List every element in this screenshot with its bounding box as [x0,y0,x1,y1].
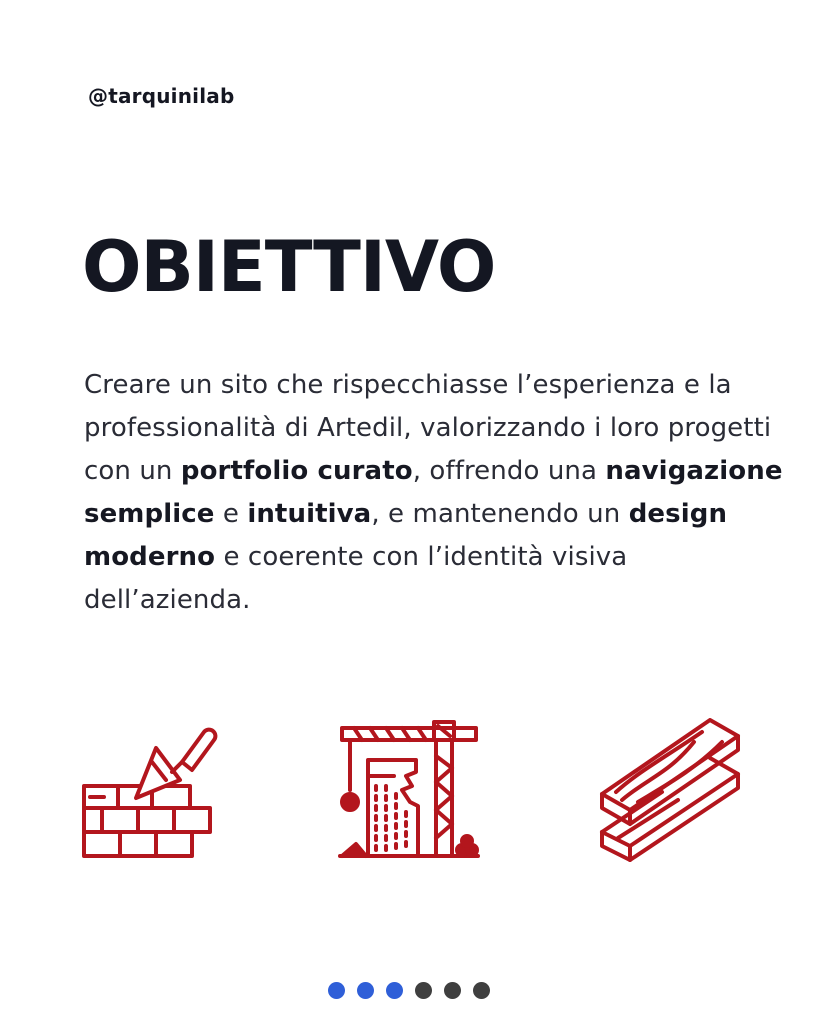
slide-body [84,364,784,622]
body-text-2: , offrendo una [412,456,606,486]
body-text-4: , e mantenendo un [371,499,629,529]
pagination-dot-active[interactable] [386,982,403,999]
body-text-1: Creare un sito che rispecchiasse l’esperienza e la professionalità di Artedil, valorizzando i loro progetti con un [84,370,772,486]
construction-crane-icon [338,720,480,862]
body-bold-design: design moderno [84,499,728,572]
account-handle: @tarquinilab [88,84,235,108]
body-bold-intuitive: intuitiva [247,499,372,529]
slide-title: OBIETTIVO [82,226,496,308]
pagination-dot-active[interactable] [328,982,345,999]
pagination-dot[interactable] [415,982,432,999]
brick-wall-trowel-icon [80,722,220,862]
body-bold-portfolio: portfolio curato [180,456,413,486]
pagination-dots [328,982,490,999]
wood-planks-icon [598,718,742,862]
pagination-dot[interactable] [473,982,490,999]
pagination-dot-active[interactable] [357,982,374,999]
body-text-5: e coerente con l’identità visiva dell’azienda. [84,542,628,615]
body-text-3: e [214,499,248,529]
body-bold-navigation: navigazione semplice [84,456,783,529]
pagination-dot[interactable] [444,982,461,999]
